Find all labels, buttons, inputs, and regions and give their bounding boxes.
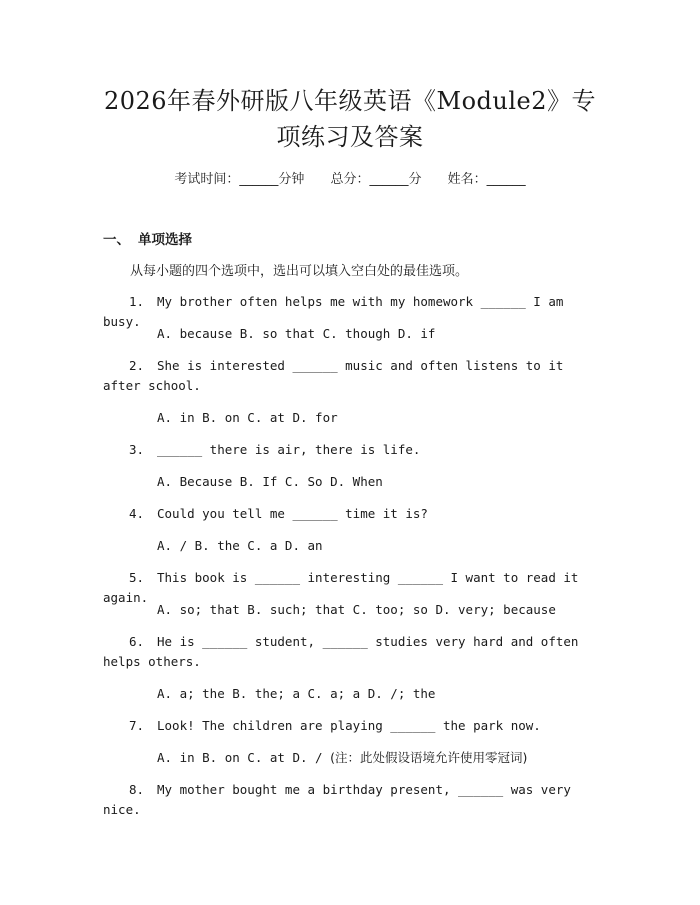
option-note: (注：此处假设语境允许使用零冠词) <box>330 750 528 765</box>
question-text: This book is ______ interesting ______ I want to read it again. <box>103 570 579 605</box>
question-3 <box>103 440 593 460</box>
question-4-options: A. / B. the C. a D. an <box>157 538 323 553</box>
question-7-options <box>157 748 527 768</box>
question-number: 3. <box>129 442 145 457</box>
question-4 <box>103 504 593 524</box>
question-number: 5. <box>129 570 145 585</box>
section-heading <box>103 228 192 248</box>
exam-name-field: 姓名：______ <box>447 172 526 187</box>
exam-meta <box>0 168 700 187</box>
section-instruction: 从每小题的四个选项中，选出可以填入空白处的最佳选项。 <box>130 264 469 279</box>
question-number: 2. <box>129 358 145 373</box>
section-title: 单项选择 <box>138 232 192 248</box>
question-text: He is ______ student, ______ studies very hard and often helps others. <box>103 634 579 669</box>
question-text: ______ there is air, there is life. <box>157 442 421 457</box>
question-text: My mother bought me a birthday present, ______ was very nice. <box>103 782 571 817</box>
question-text: Could you tell me ______ time it is? <box>157 506 428 521</box>
question-text: My brother often helps me with my homework ______ I am busy. <box>103 294 564 329</box>
question-text: She is interested ______ music and often listens to it after school. <box>103 358 564 393</box>
question-6-options: A. a; the B. the; a C. a; a D. /; the <box>157 686 436 701</box>
section-number: 一、 <box>103 232 130 248</box>
question-8 <box>103 780 593 820</box>
question-2-options: A. in B. on C. at D. for <box>157 410 338 425</box>
option-list: A. in B. on C. at D. / <box>157 750 323 765</box>
question-number: 6. <box>129 634 145 649</box>
question-7 <box>103 716 593 736</box>
question-number: 1. <box>129 294 145 309</box>
question-5-options: A. so; that B. such; that C. too; so D. very; because <box>157 602 556 617</box>
question-1-options: A. because B. so that C. though D. if <box>157 326 436 341</box>
page-title-line-1: 2026年春外研版八年级英语《Module2》专 <box>103 87 597 115</box>
question-3-options: A. Because B. If C. So D. When <box>157 474 383 489</box>
question-6 <box>103 632 593 672</box>
question-2 <box>103 356 593 396</box>
page-title-line-2: 项练习及答案 <box>276 123 424 151</box>
exam-score-field: 总分：______分 <box>330 172 422 187</box>
exam-time-field: 考试时间：______分钟 <box>174 172 305 187</box>
question-number: 4. <box>129 506 145 521</box>
question-text: Look! The children are playing ______ the park now. <box>157 718 541 733</box>
question-number: 8. <box>129 782 145 797</box>
question-number: 7. <box>129 718 145 733</box>
